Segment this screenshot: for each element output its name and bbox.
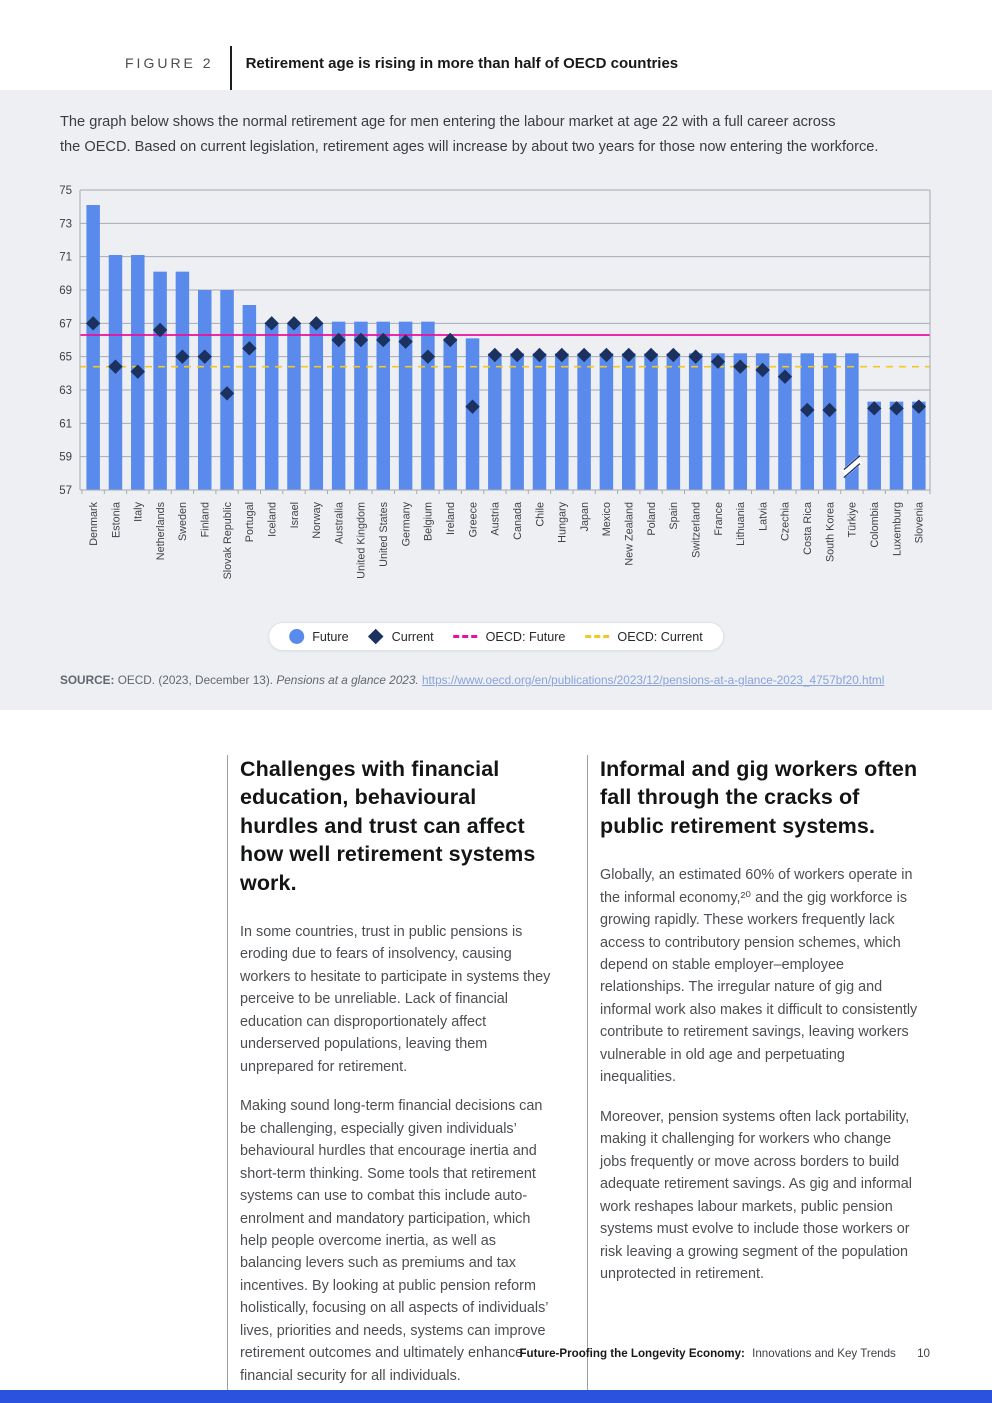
svg-text:Czechia: Czechia — [779, 502, 792, 542]
svg-text:Austria: Austria — [489, 502, 502, 536]
svg-text:Switzerland: Switzerland — [690, 502, 703, 558]
column-heading-gig-workers: Informal and gig workers often fall through the cracks of public retirement systems. — [600, 757, 918, 838]
legend-label-current: Current — [391, 629, 434, 644]
page-footer — [519, 1347, 930, 1360]
source-work-title: Pensions at a glance 2023. — [276, 673, 419, 687]
future-marker-icon — [289, 629, 304, 644]
svg-text:Latvia: Latvia — [757, 502, 770, 531]
bottom-accent-bar — [0, 1390, 992, 1403]
svg-text:Costa Rica: Costa Rica — [802, 502, 815, 555]
svg-text:Portugal: Portugal — [244, 502, 257, 543]
svg-text:Iceland: Iceland — [266, 502, 279, 537]
legend-item-current — [369, 630, 434, 644]
svg-text:Israel: Israel — [288, 502, 301, 529]
figure-label: FIGURE 2 — [125, 55, 214, 71]
columns-section — [227, 755, 918, 1403]
svg-text:57: 57 — [59, 485, 72, 497]
oecd-current-line-icon — [585, 635, 609, 638]
legend-item-oecd-current — [585, 630, 702, 644]
svg-text:Canada: Canada — [511, 502, 524, 540]
svg-text:Australia: Australia — [333, 502, 346, 545]
svg-text:Colombia: Colombia — [869, 502, 882, 548]
svg-text:Estonia: Estonia — [110, 502, 123, 539]
svg-text:Slovenia: Slovenia — [913, 502, 926, 544]
column-financial-education — [227, 755, 558, 1403]
column-paragraph: Globally, an estimated 60% of workers operate in the informal economy,²⁰ and the gig workforce is growing rapidly. These workers frequently lack access to contributory pension schemes, which depend on stable employer–employee relationships. The irregular nature of gig and informal work also makes it difficult to consistently contribute to retirement savings, leaving workers vulnerable in old age and perpetuating inequalities. — [600, 867, 918, 1086]
svg-text:73: 73 — [59, 218, 72, 231]
footer-report-title: Future-Proofing the Longevity Economy: — [519, 1347, 745, 1360]
svg-text:Sweden: Sweden — [177, 502, 190, 542]
figure-header — [125, 46, 678, 92]
oecd-future-line-icon — [454, 635, 478, 638]
column-gig-workers — [587, 755, 918, 1403]
svg-text:Poland: Poland — [645, 502, 658, 536]
column-paragraph: Moreover, pension systems often lack portability, making it challenging for workers who change jobs frequently or move across borders to build adequate retirement savings. As gig and informal work reshapes labour markets, public pension systems must evolve to include those workers or risk leaving a growing segment of the population unprotected in retirement. — [600, 1108, 912, 1283]
column-heading-financial-education: Challenges with financial education, behavioural hurdles and trust can affect how well retirement systems work. — [240, 757, 536, 895]
svg-text:Luxemburg: Luxemburg — [891, 502, 904, 557]
column-paragraph: Making sound long-term financial decisions can be challenging, especially given individuals’ behavioural hurdles that encourage inertia and short-term thinking. Some tools that retirement systems can use to combat this include auto-enrolment and mandatory participation, which help people overcome inertia, as well as balancing levers such as premiums and tax incentives. By looking at public pension reform holistically, focusing on all aspects of individuals’ lives, priorities and needs, systems can improve retirement outcomes and ultimately enhance financial security for all individuals. — [240, 1098, 548, 1384]
svg-text:Hungary: Hungary — [556, 502, 569, 543]
svg-text:Italy: Italy — [132, 502, 145, 522]
svg-text:South Korea: South Korea — [824, 502, 837, 563]
svg-text:65: 65 — [59, 351, 72, 364]
svg-text:Spain: Spain — [668, 502, 681, 530]
svg-text:Chile: Chile — [534, 502, 547, 527]
svg-text:75: 75 — [59, 185, 72, 197]
svg-text:Lithuania: Lithuania — [735, 502, 748, 546]
source-link[interactable]: https://www.oecd.org/en/publications/2023/12/pensions-at-a-glance-2023_4757bf20.html — [421, 673, 885, 687]
svg-text:France: France — [712, 502, 725, 536]
svg-text:Ireland: Ireland — [445, 502, 458, 536]
legend-item-future — [289, 629, 348, 644]
svg-text:Belgium: Belgium — [422, 502, 435, 542]
footer-page-number: 10 — [917, 1347, 930, 1360]
figure-title: Retirement age is rising in more than half of OECD countries — [245, 55, 679, 72]
footer-section-title: Innovations and Key Trends — [752, 1347, 896, 1360]
svg-text:Germany: Germany — [400, 502, 413, 547]
svg-text:Netherlands: Netherlands — [154, 502, 167, 561]
svg-text:Norway: Norway — [311, 502, 324, 539]
figure-divider — [230, 46, 232, 92]
svg-text:69: 69 — [59, 285, 72, 297]
svg-text:59: 59 — [59, 451, 72, 464]
svg-text:Finland: Finland — [199, 502, 212, 538]
figure-description — [60, 110, 878, 160]
svg-text:Denmark: Denmark — [87, 502, 100, 546]
svg-text:United Kingdom: United Kingdom — [355, 502, 368, 579]
source-label: SOURCE: — [60, 673, 115, 687]
svg-text:Japan: Japan — [578, 502, 591, 532]
legend-label-future: Future — [312, 629, 349, 644]
retirement-age-chart — [58, 185, 938, 610]
svg-text:New Zealand: New Zealand — [623, 502, 636, 566]
legend-label-oecd-current: OECD: Current — [617, 629, 703, 644]
svg-text:Türkiye: Türkiye — [846, 502, 859, 538]
svg-text:71: 71 — [59, 251, 72, 264]
svg-text:Greece: Greece — [467, 502, 480, 538]
source-line — [60, 673, 884, 687]
legend-label-oecd-future: OECD: Future — [485, 629, 566, 644]
figure-description-line-2: the OECD. Based on current legislation, retirement ages will increase by about two years for those now entering the workforce. — [60, 139, 879, 155]
legend-item-oecd-future — [454, 630, 566, 644]
svg-text:61: 61 — [59, 418, 72, 431]
column-paragraph: In some countries, trust in public pensions is eroding due to fears of insolvency, causing workers to hesitate to participate in systems they perceive to be unreliable. Lack of financial education can disproportionately affect underserved populations, leaving them unprepared for retirement. — [240, 923, 551, 1075]
svg-text:Slovak Republic: Slovak Republic — [221, 502, 234, 580]
svg-text:63: 63 — [59, 385, 72, 397]
svg-text:67: 67 — [59, 318, 72, 331]
current-marker-icon — [368, 629, 384, 645]
chart-legend — [268, 622, 724, 651]
svg-text:United States: United States — [378, 502, 391, 567]
figure-description-line-1: The graph below shows the normal retirement age for men entering the labour market at age 22 with a full career across — [60, 114, 836, 130]
svg-text:Mexico: Mexico — [601, 502, 614, 537]
source-citation: OECD. (2023, December 13). — [117, 673, 274, 687]
figure-panel — [0, 90, 992, 710]
